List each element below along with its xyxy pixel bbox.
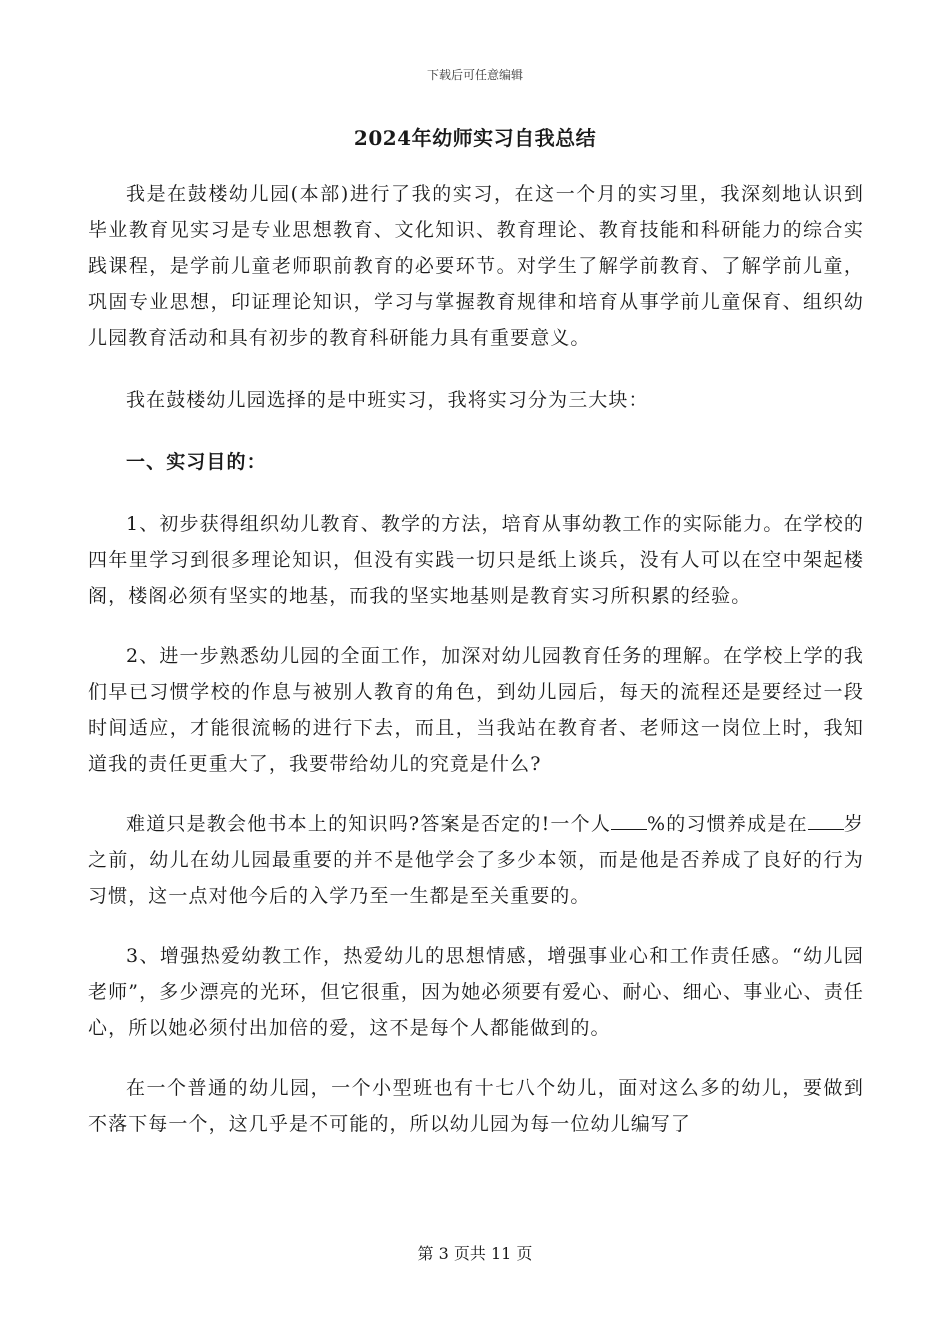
paragraph-point-1: 1、初步获得组织幼儿教育、教学的方法，培育从事幼教工作的实际能力。在学校的四年里学习到很多理论知识，但没有实践一切只是纸上谈兵，没有人可以在空中架起楼阁，楼阁必须有坚实的地基，而我的坚实地基则是教育实习所积累的经验。	[88, 513, 864, 607]
fill-in-blank-percent	[611, 809, 647, 830]
paragraph-habits	[88, 806, 864, 914]
paragraph-class-choice: 我在鼓楼幼儿园选择的是中班实习，我将实习分为三大块：	[126, 389, 649, 411]
document-body	[88, 176, 864, 1142]
document-title: 2024年幼师实习自我总结	[353, 126, 597, 150]
paragraph-point-3: 3、增强热爱幼教工作，热爱幼儿的思想情感，增强事业心和工作责任感。“幼儿园老师”，多少漂亮的光环，但它很重，因为她必须要有爱心、耐心、细心、事业心、责任心，所以她必须付出加倍的爱，这不是每个人都能做到的。	[88, 945, 864, 1039]
fill-in-blank-age	[808, 809, 844, 830]
page-number-footer: 第 3 页共 11 页	[417, 1244, 533, 1263]
paragraph-habits-text-3: 岁之前，幼儿在幼儿园最重要的并不是他学会了多少本领，而是他是否养成了良好的行为习惯，这一点对他今后的入学乃至一生都是至关重要的。	[88, 813, 864, 907]
paragraph-class-size: 在一个普通的幼儿园，一个小型班也有十七八个幼儿，面对这么多的幼儿，要做到不落下每一个，这几乎是不可能的，所以幼儿园为每一位幼儿编写了	[88, 1077, 864, 1135]
paragraph-intro: 我是在鼓楼幼儿园(本部)进行了我的实习，在这一个月的实习里，我深刻地认识到毕业教育见实习是专业思想教育、文化知识、教育理论、教育技能和科研能力的综合实践课程，是学前儿童老师职前教育的必要环节。对学生了解学前教育、了解学前儿童，巩固专业思想，印证理论知识，学习与掌握教育规律和培育从事学前儿童保育、组织幼儿园教育活动和具有初步的教育科研能力具有重要意义。	[88, 183, 864, 349]
paragraph-habits-text-1: 难道只是教会他书本上的知识吗?答案是否定的!一个人	[126, 813, 612, 835]
section-heading-purpose: 一、实习目的：	[126, 451, 267, 473]
paragraph-habits-text-2: %的习惯养成是在	[647, 813, 808, 835]
paragraph-point-2: 2、进一步熟悉幼儿园的全面工作，加深对幼儿园教育任务的理解。在学校上学的我们早已习惯学校的作息与被别人教育的角色，到幼儿园后，每天的流程还是要经过一段时间适应，才能很流畅的进行下去，而且，当我站在教育者、老师这一岗位上时，我知道我的责任更重大了，我要带给幼儿的究竟是什么?	[88, 645, 864, 775]
header-note: 下载后可任意编辑	[426, 68, 523, 82]
